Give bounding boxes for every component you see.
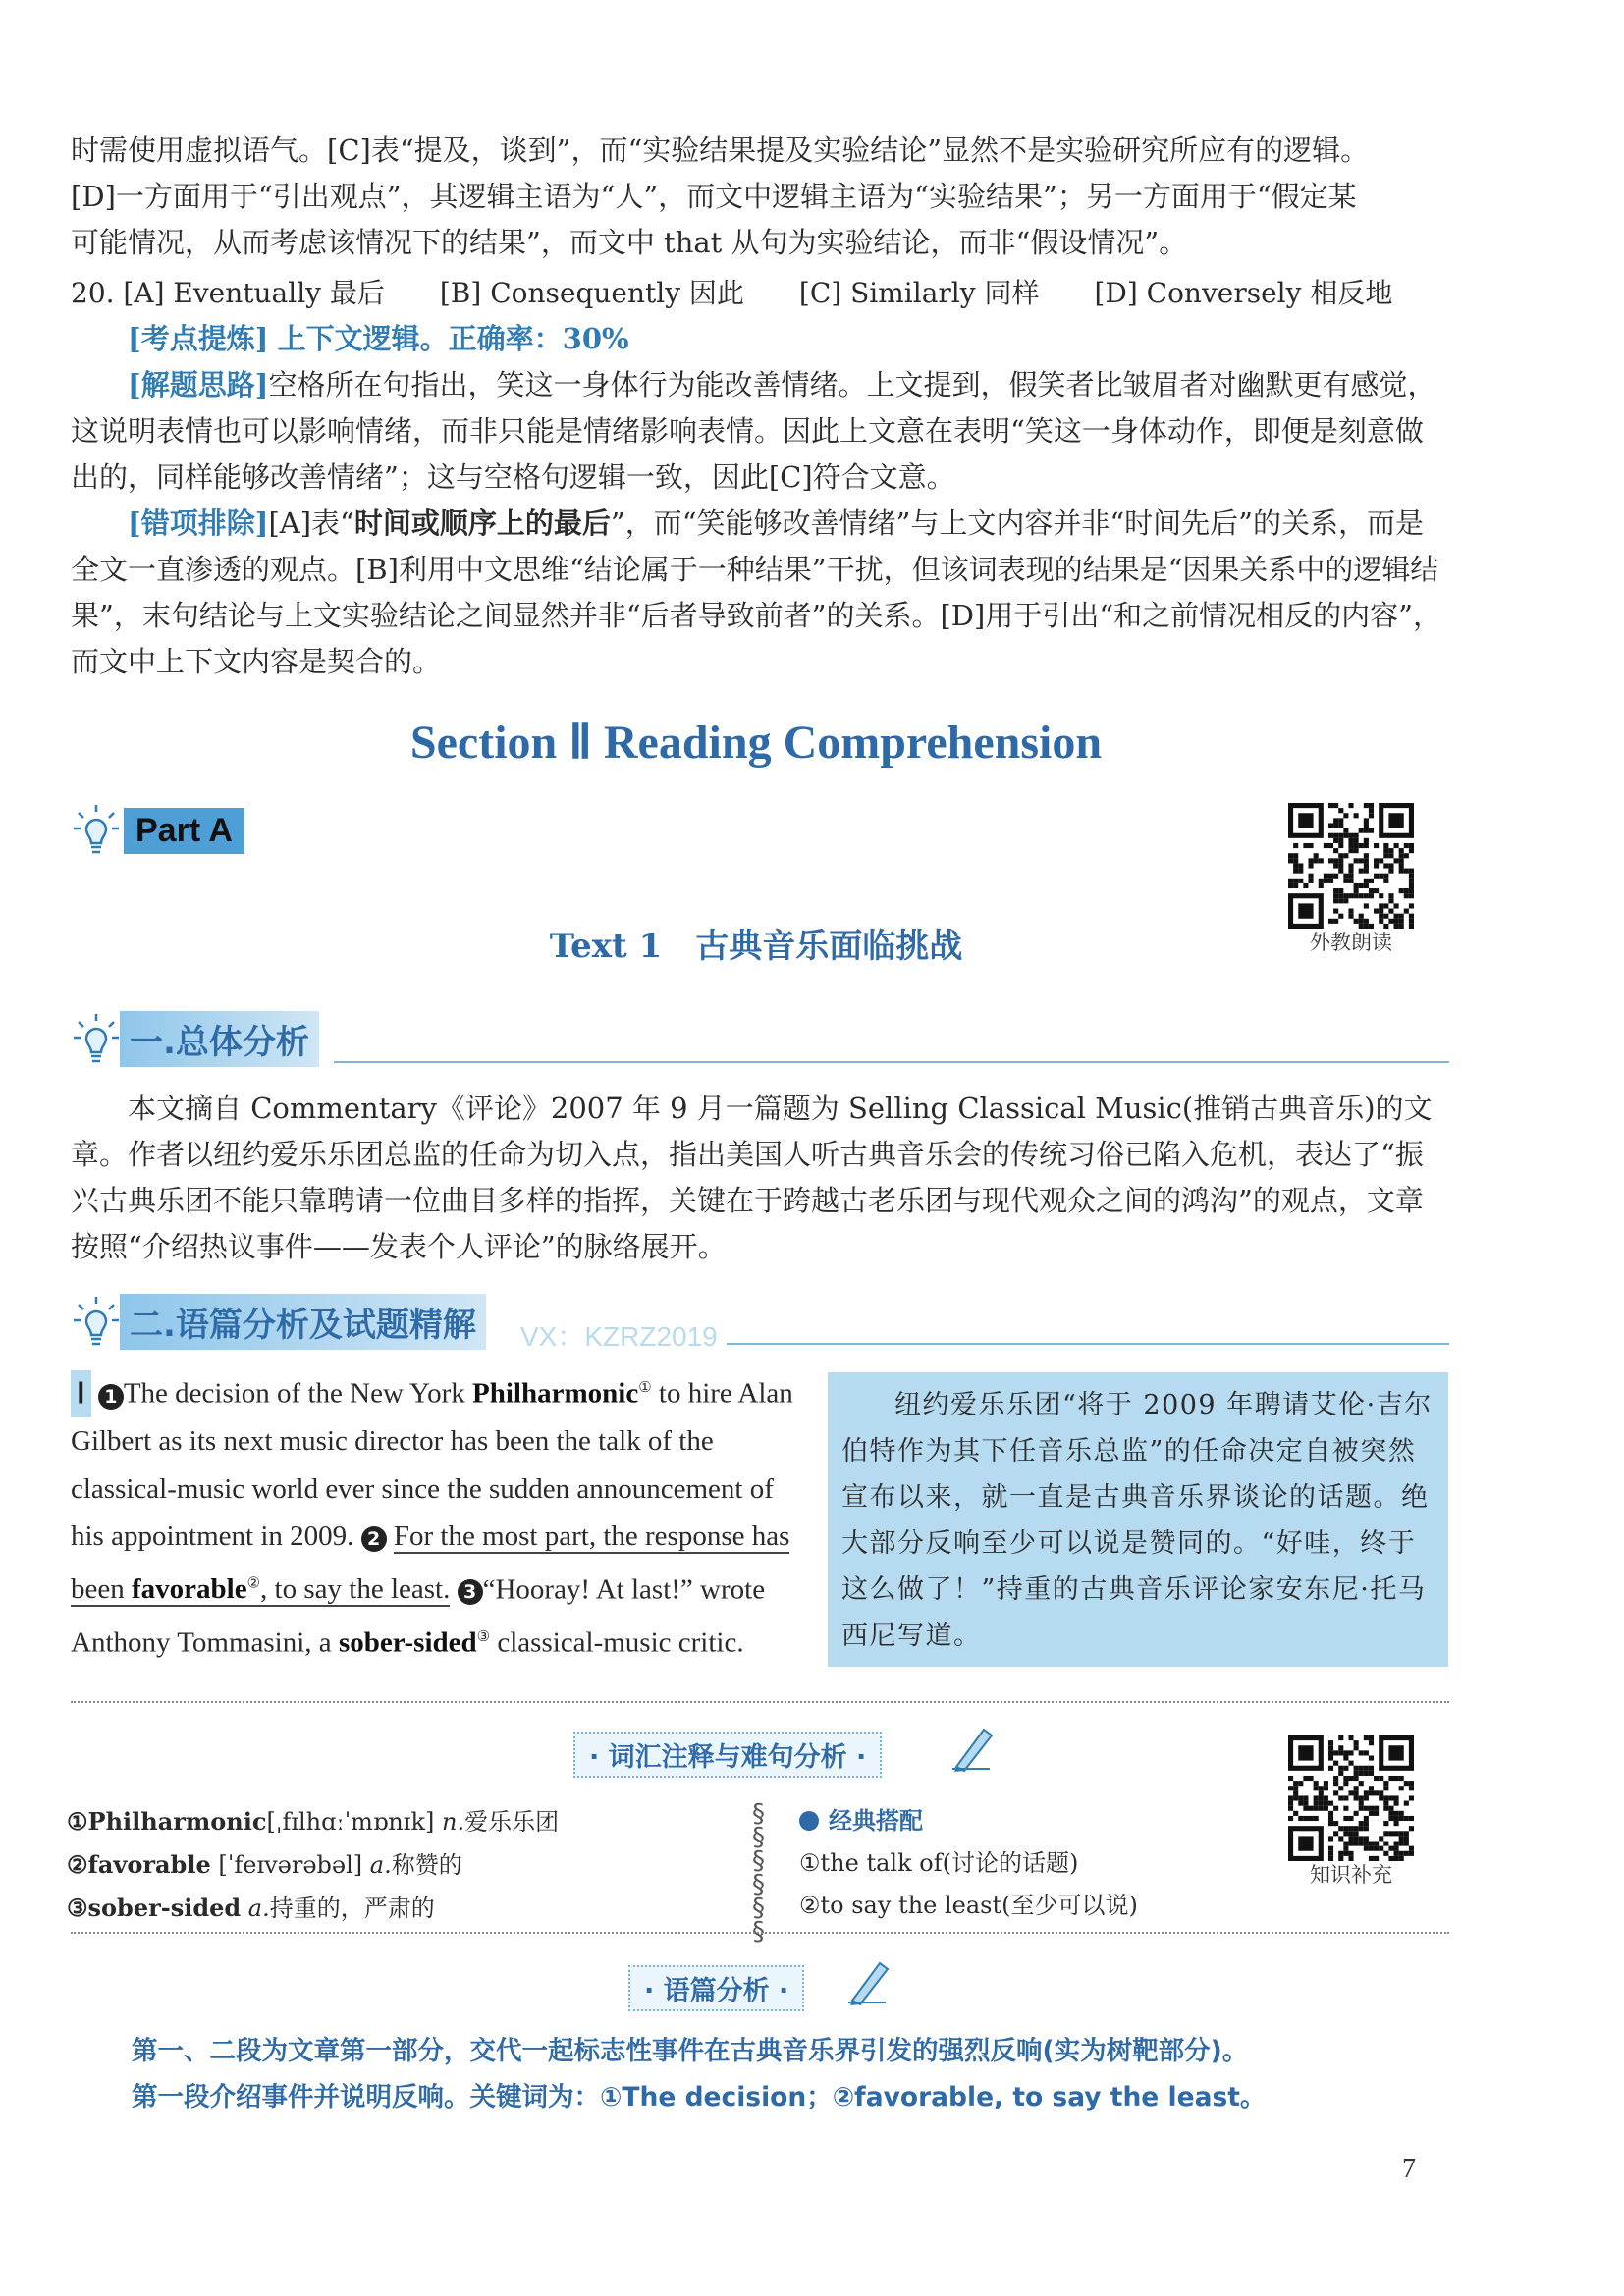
vocab-phonetic: [ˌfɪlhɑːˈmɒnɪk] [266, 1808, 435, 1836]
qr-code-icon[interactable] [1288, 1735, 1414, 1861]
vocab-meaning: 爱乐乐团 [464, 1808, 560, 1836]
top-paragraph [71, 128, 1445, 266]
vocab-item [67, 1887, 559, 1930]
wavy-divider: § § § § § § [752, 1799, 765, 1947]
vocab-pos: a. [369, 1851, 392, 1879]
footnote-2: ② [246, 1575, 261, 1592]
dotted-divider [71, 1932, 1449, 1934]
word-philharmonic: Philharmonic [472, 1377, 639, 1410]
sentence-2-a: For the most part, the response has been [71, 1521, 790, 1606]
english-passage [71, 1364, 797, 1667]
part-a-header [73, 803, 244, 858]
jieti [71, 362, 1445, 501]
vocab-pos: a. [247, 1895, 270, 1922]
vocab-item [67, 1800, 559, 1843]
discourse-analysis [132, 2028, 1447, 2120]
heading-overall-analysis [73, 1011, 319, 1067]
pen-icon [846, 1957, 892, 2006]
sentence-2-c: , to say the least. [260, 1574, 451, 1606]
question-20 [71, 270, 1445, 685]
text-title: Text 1 古典音乐面临挑战 [549, 927, 963, 966]
heading-1-rule [334, 1061, 1449, 1063]
vocab-meaning: 持重的，严肃的 [269, 1895, 435, 1922]
watermark: VX：KZRZ2019 [520, 1321, 718, 1352]
qr-caption-reading: 外教朗读 [1310, 931, 1392, 954]
discourse-line-2: 第一段介绍事件并说明反响。关键词为：①The decision；②favorable, to say the least。 [132, 2082, 1267, 2112]
vocab-word: ②favorable [67, 1850, 211, 1879]
sentence-3-a: “Hooray! At last!” wrote Anthony Tommasini, a [71, 1574, 766, 1659]
q20-options: 20. [A] Eventually 最后 [B] Consequently 因此 [C] Similarly 同样 [D] Conversely 相反地 [71, 277, 1393, 309]
lightbulb-icon [73, 1012, 120, 1067]
collocation-item: ②to say the least(至少可以说) [799, 1892, 1138, 1919]
footnote-3: ③ [476, 1629, 491, 1645]
sentence-1-a: The decision of the New York [123, 1377, 473, 1410]
cuoxiang-a: [A]表“ [268, 507, 354, 540]
sentence-number-3: 3 [458, 1579, 483, 1605]
jieti-tag: [解题思路] [128, 368, 269, 401]
lightbulb-icon [73, 1295, 120, 1350]
collocation-list [799, 1800, 1138, 1927]
top-line-1: 时需使用虚拟语气。[C]表“提及，谈到”，而“实验结果提及实验结论”显然不是实验研究所应有的逻辑。 [71, 133, 1370, 167]
translation-box: 纽约爱乐乐团“将于 2009 年聘请艾伦·吉尔伯特作为其下任音乐总监”的任命决定自被突然宣布以来，就一直是古典音乐界谈论的话题。绝大部分反响至少可以说是赞同的。“好哇，终于这么做了！”持重的古典音乐评论家安东尼·托马西尼写道。 [828, 1372, 1448, 1667]
heading-1-label: 一.总体分析 [120, 1011, 319, 1067]
heading-2-label: 二.语篇分析及试题精解 [120, 1294, 486, 1350]
vocab-word: ③sober-sided [67, 1894, 242, 1922]
heading-2-rule [727, 1343, 1449, 1345]
cuoxiang-bold: 时间或顺序上的最后 [353, 507, 611, 540]
dotted-divider [71, 1701, 1449, 1703]
sentence-1-c: to hire Alan Gilbert as its next music director has been the talk of the classical-music world ever since the sudden announcement of his appointment in 2009. [71, 1377, 793, 1553]
kaodian [71, 316, 1445, 362]
section-title: Section Ⅱ Reading Comprehension [409, 717, 1103, 769]
vocab-pos: n. [441, 1808, 465, 1836]
discourse-banner-label: · 语篇分析 · [644, 1976, 789, 2006]
discourse-banner [628, 1965, 804, 2011]
vocab-meaning: 称赞的 [391, 1851, 462, 1879]
vocab-list [67, 1800, 559, 1930]
vocab-banner [573, 1732, 882, 1778]
paragraph-roman-numeral: Ⅰ [71, 1370, 91, 1418]
collocation-title [799, 1800, 1138, 1842]
collocation-item: ①the talk of(讨论的话题) [799, 1849, 1079, 1877]
pen-icon [950, 1724, 996, 1773]
collocation-title-label: 经典搭配 [829, 1807, 923, 1835]
heading-discourse-analysis [73, 1294, 486, 1350]
vocab-phonetic: [ˈfeɪvərəbəl] [218, 1851, 363, 1879]
part-a-label: Part A [124, 808, 244, 854]
vocab-item [67, 1843, 559, 1887]
overall-analysis-paragraph: 本文摘自 Commentary《评论》2007 年 9 月一篇题为 Selling Classical Music(推销古典音乐)的文章。作者以纽约爱乐乐团总监的任命为切入点，指出美国人听古典音乐会的传统习俗已陷入危机，表达了“振兴古典乐团不能只靠聘请一位曲目多样的指挥，关键在于跨越古老乐团与现代观众之间的鸿沟”的观点，文章按照“介绍热议事件——发表个人评论”的脉络展开。 [71, 1092, 1433, 1263]
footnote-1: ① [638, 1380, 652, 1396]
qr-caption-knowledge: 知识补充 [1310, 1863, 1392, 1887]
sentence-number-1: 1 [98, 1384, 124, 1410]
vocab-word: ①Philharmonic [67, 1807, 267, 1836]
kaodian-text: 上下文逻辑。正确率：30% [277, 322, 629, 355]
lightbulb-icon [73, 803, 120, 858]
sentence-number-2: 2 [361, 1526, 387, 1552]
bullet-icon [799, 1811, 819, 1831]
top-line-2: [D]一方面用于“引出观点”，其逻辑主语为“人”，而文中逻辑主语为“实验结果”；另一方面用于“假定某 [71, 180, 1357, 213]
page-number: 7 [1402, 2154, 1416, 2184]
cuoxiang-tag: [错项排除] [128, 507, 269, 540]
word-sober-sided: sober-sided [338, 1627, 477, 1659]
kaodian-tag: [考点提炼] [128, 322, 269, 355]
cuoxiang [71, 501, 1445, 685]
word-favorable: favorable [132, 1574, 247, 1606]
jieti-text: 空格所在句指出，笑这一身体行为能改善情绪。上文提到，假笑者比皱眉者对幽默更有感觉，这说明表情也可以影响情绪，而非只能是情绪影响表情。因此上文意在表明“笑这一身体动作，即便是刻意做出的，同样能够改善情绪”；这与空格句逻辑一致，因此[C]符合文意。 [71, 368, 1436, 494]
cuoxiang-text: ”，而“笑能够改善情绪”与上文内容并非“时间先后”的关系，而是全文一直渗透的观点。[B]利用中文思维“结论属于一种结果”干扰，但该词表现的结果是“因果关系中的逻辑结果”，末句结论与上文实验结论之间显然并非“后者导致前者”的关系。[D]用于引出“和之前情况相反的内容”，而文中上下文内容是契合的。 [71, 507, 1442, 678]
qr-code-icon[interactable] [1288, 803, 1414, 929]
discourse-line-1: 第一、二段为文章第一部分，交代一起标志性事件在古典音乐界引发的强烈反响(实为树靶部分)。 [132, 2036, 1249, 2066]
top-line-3: 可能情况，从而考虑该情况下的结果”，而文中 that 从句为实验结论，而非“假设情况”。 [71, 226, 1188, 259]
vocab-banner-label: · 词汇注释与难句分析 · [589, 1742, 867, 1773]
sentence-3-c: classical-music critic. [490, 1627, 744, 1659]
